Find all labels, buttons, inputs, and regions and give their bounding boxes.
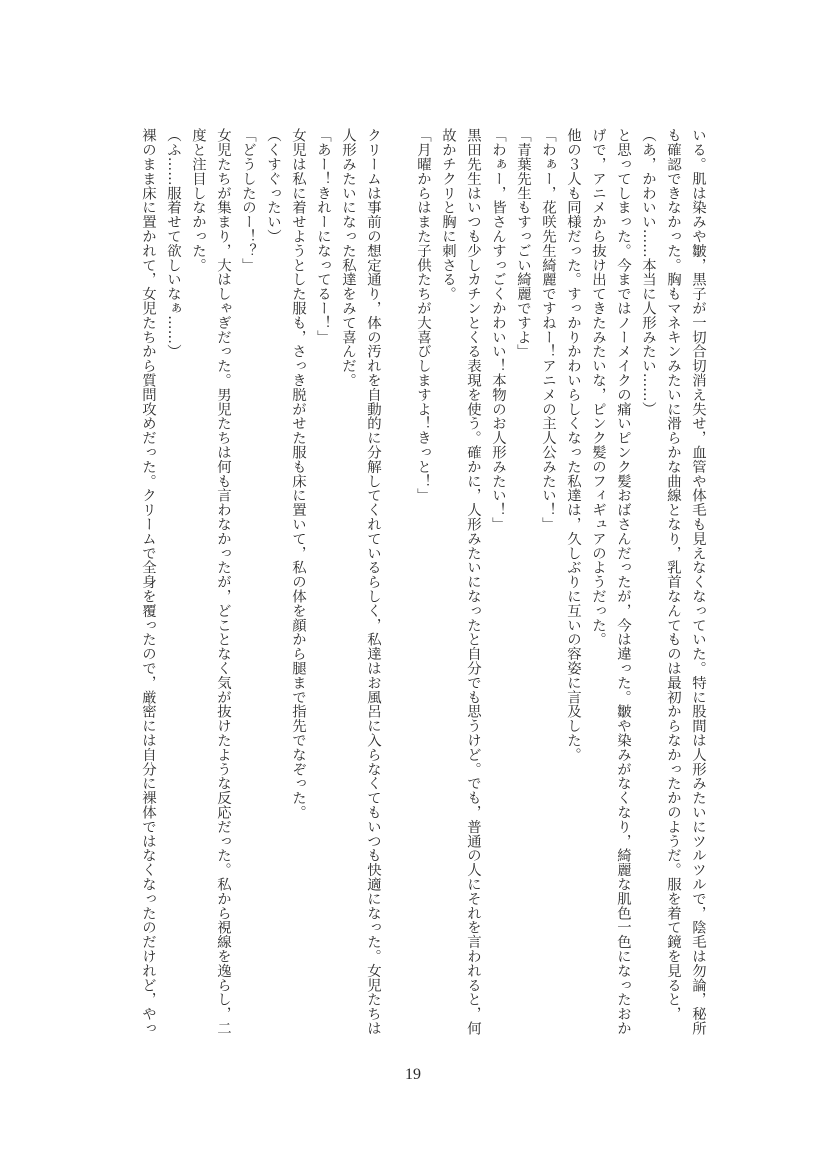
text-line: クリームは事前の想定通り，体の汚れを自動的に分解してくれているらしく，私達はお風呂に入らなくてもいつも快適になった。女児たちは [365, 128, 381, 1036]
text-line: げで，アニメから抜け出てきたみたいな，ピンク髪のフィギュアのようだった。 [590, 128, 606, 647]
text-line: と思ってしまった。今まではノーメイクの痛いピンク髪おばさんだったが，今は違った。皺や染みがなくなり，綺麗な肌色一色になったおか [615, 128, 631, 1036]
text-line: （ふ……服着せて欲しいなぁ……） [165, 128, 181, 359]
text-line: いる。肌は染みや皺，黒子が一切合切消え失せ，血管や体毛も見えなくなっていた。特に股間は人形みたいにツルツルで，陰毛は勿論，秘所 [690, 128, 706, 1036]
text-line: 度と注目しなかった。 [190, 128, 206, 272]
text-line: 他の３人も同様だった。すっかりかわいらしくなった私達は，久しぶりに互いの容姿に言及した。 [565, 128, 581, 762]
text-line: 人形みたいになった私達をみて喜んだ。 [340, 128, 356, 388]
text-line: 黒田先生はいつも少しカチンとくる表現を使う。確かに，人形みたいになったと自分でも思うけど。でも，普通の人にそれを言われると，何 [465, 128, 481, 1036]
page-number: 19 [405, 1066, 421, 1083]
text-line: 「どうしたのー！？」 [240, 128, 256, 272]
text-line: 「わぁー，花咲先生綺麗ですねー！アニメの主人公みたい！」 [540, 128, 556, 532]
text-line: （あ，かわいい……本当に人形みたい……） [640, 128, 656, 416]
text-line: 故かチクリと胸に刺さる。 [440, 128, 456, 301]
text-line: 「わぁー，皆さんすっごくかわいい！本物のお人形みたい！」 [490, 128, 506, 532]
text-line: 女児は私に着せようとした服も，さっき脱がせた服も床に置いて，私の体を顔から腿まで指先でなぞった。 [290, 128, 306, 820]
text-line: 「あー！きれーになってるー！」 [315, 128, 331, 344]
body-text [135, 128, 710, 1036]
text-line: 「月曜からはまた子供たちが大喜びしますよ！きっと！」 [415, 128, 431, 503]
text-line: （くすぐったい） [265, 128, 281, 244]
text-line: 裸のまま床に置かれて，女児たちから質問攻めだった。クリームで全身を覆ったので，厳密には自分に裸体ではなくなったのだけれど，やっ [140, 128, 156, 1036]
text-line: 女児たちが集まり，大はしゃぎだった。男児たちは何も言わなかったが，どことなく気が抜けたような反応だった。私から視線を逸らし，二 [215, 128, 231, 1036]
blank-line [385, 128, 410, 1028]
text-line: も確認できなかった。胸もマネキンみたいに滑らかな曲線となり，乳首なんてものは最初からなかったかのようだ。服を着て鏡を見ると， [665, 128, 681, 1021]
text-line: 「青葉先生もすっごい綺麗ですよ」 [515, 128, 531, 359]
